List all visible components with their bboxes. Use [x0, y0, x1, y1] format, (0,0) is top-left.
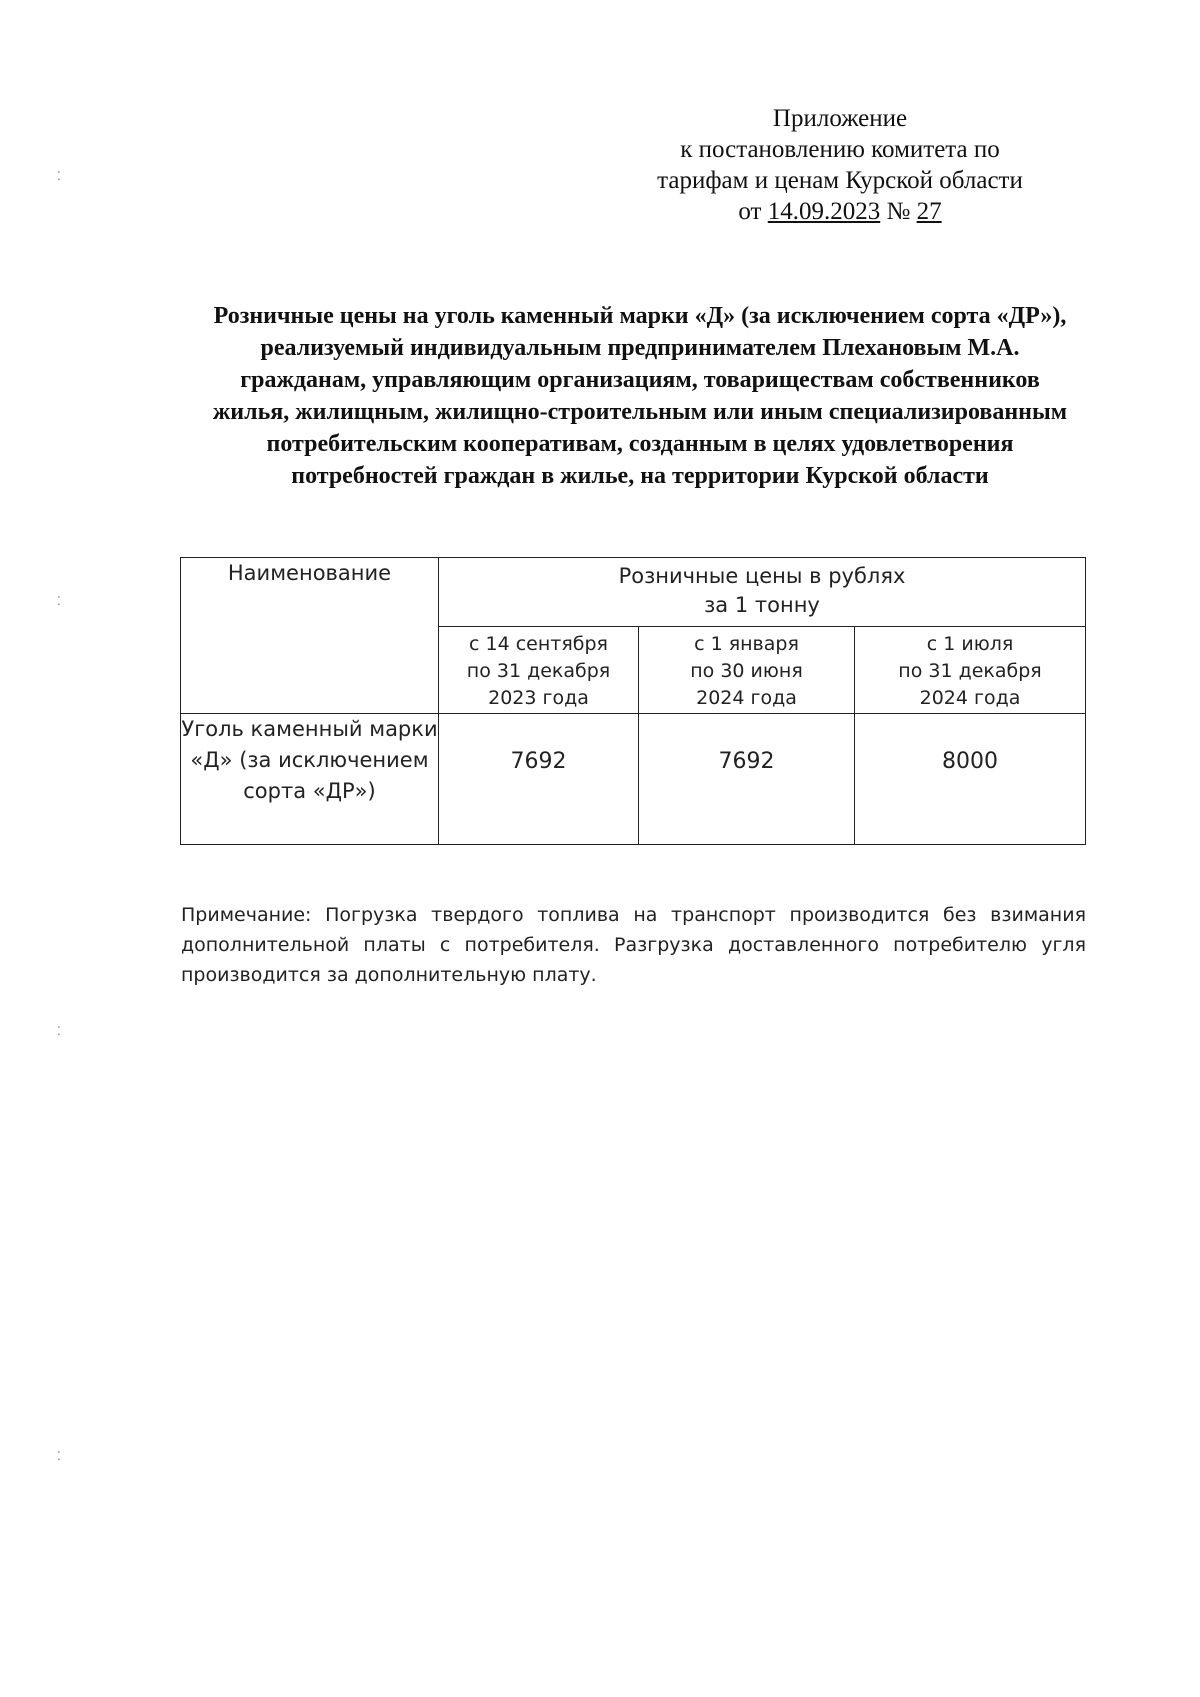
scan-speck: ⁚ — [57, 1024, 61, 1038]
period-header — [439, 627, 639, 714]
resolution-number: 27 — [916, 198, 942, 225]
period-year: 2024 года — [696, 687, 797, 709]
period-year: 2023 года — [488, 687, 589, 709]
table-row — [181, 714, 1086, 845]
period-header — [855, 627, 1086, 714]
price-table — [180, 557, 1086, 845]
prices-header-unit: за 1 тонну — [704, 593, 820, 617]
scan-speck: ⁚ — [57, 594, 61, 608]
appendix-label: Приложение — [772, 105, 908, 132]
period-start: с 1 июля — [926, 633, 1014, 655]
scan-speck: ⁚ — [57, 1449, 61, 1463]
appendix-header — [600, 103, 1080, 227]
table-header-row — [181, 558, 1086, 627]
price-cell: 8000 — [855, 714, 1086, 845]
period-start: с 1 января — [694, 633, 799, 655]
resolution-date: 14.09.2023 — [767, 198, 881, 225]
scan-speck: ⁚ — [57, 169, 61, 183]
date-prefix: от — [738, 198, 762, 225]
period-end: по 30 июня — [690, 660, 803, 682]
appendix-reference-line: к постановлению комитета по — [680, 136, 1000, 163]
period-header — [639, 627, 855, 714]
appendix-date-line — [600, 196, 1080, 227]
appendix-committee-line: тарифам и ценам Курской области — [657, 167, 1023, 194]
document-title: Розничные цены на уголь каменный марки «Д» (за исключением сорта «ДР»), реализуемый индивидуальным предпринимателем Плехановым М.А. гражданам, управляющим организациям, товариществам собственников жилья, жилищным, жилищно-строительным или иным специализированным потребительским кооперативам, созданным в целях удовлетворения потребностей граждан в жилье, на территории Курской области — [212, 303, 1068, 489]
period-year: 2024 года — [919, 687, 1021, 709]
price-cell: 7692 — [639, 714, 855, 845]
period-end: по 31 декабря — [466, 660, 611, 682]
item-name-cell: Уголь каменный марки «Д» (за исключением сорта «ДР») — [181, 714, 439, 845]
period-start: с 14 сентября — [469, 633, 608, 655]
number-sign: № — [886, 198, 911, 225]
prices-header-line: Розничные цены в рублях — [618, 564, 906, 588]
prices-column-header — [439, 558, 1086, 627]
price-cell: 7692 — [439, 714, 639, 845]
period-end: по 31 декабря — [898, 660, 1042, 682]
note-paragraph: Примечание: Погрузка твердого топлива на транспорт производится без взимания дополнительной платы с потребителя. Разгрузка доставленного потребителю угля производится за дополнительную плату. — [181, 904, 1086, 986]
name-column-header: Наименование — [181, 558, 439, 714]
